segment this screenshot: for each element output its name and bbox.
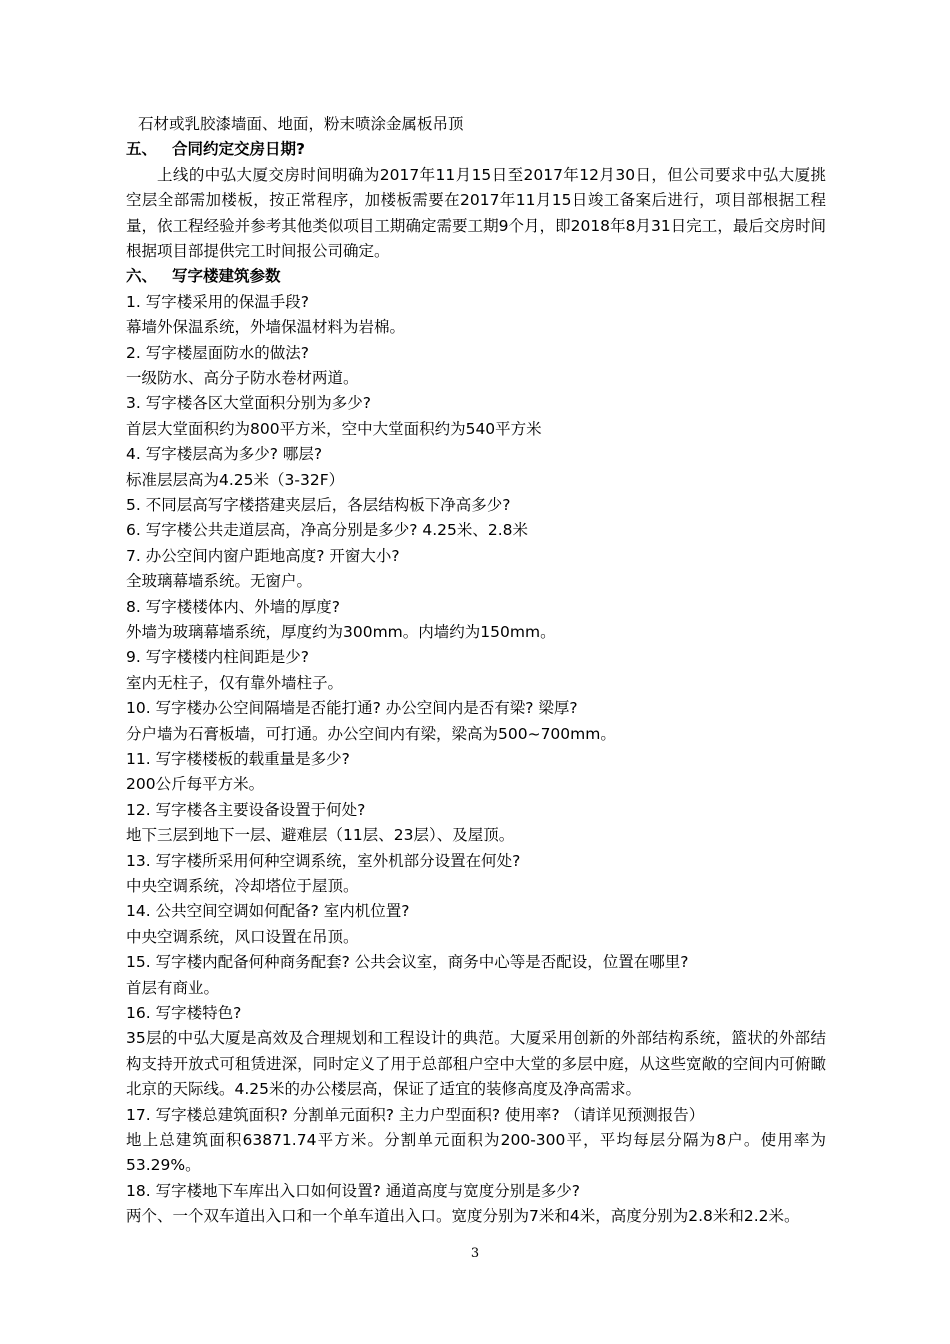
question-15: 15. 写字楼内配备何种商务配套? 公共会议室，商务中心等是否配设，位置在哪里? xyxy=(126,953,689,972)
answer-14: 中央空调系统，风口设置在吊顶。 xyxy=(126,927,359,946)
question-16: 16. 写字楼特色? xyxy=(126,1003,242,1022)
answer-11: 200公斤每平方米。 xyxy=(126,775,265,794)
question-5: 5. 不同层高写字楼搭建夹层后，各层结构板下净高多少? xyxy=(126,495,511,514)
answer-2: 一级防水、高分子防水卷材两道。 xyxy=(126,368,359,387)
section-6-title: 写字楼建筑参数 xyxy=(172,267,281,286)
answer-4: 标准层层高为4.25米（3-32F） xyxy=(126,470,345,489)
page-number: 3 xyxy=(470,1246,480,1261)
answer-17: 地上总建筑面积63871.74平方米。分割单元面积为200-300平，平均每层分隔为8户。使用率为53.29%。 xyxy=(126,1130,826,1175)
section-5-heading xyxy=(126,137,826,162)
section-5-body: 上线的中弘大厦交房时间明确为2017年11月15日至2017年12月30日，但公司要求中弘大厦挑空层全部需加楼板，按正常程序，加楼板需要在2017年11月15日竣工备案后进行，项目部根据工程量，依工程经验并参考其他类似项目工期确定需要工期9个月，即2018年8月31日完工，最后交房时间根据项目部提供完工时间报公司确定。 xyxy=(126,165,826,260)
question-9: 9. 写字楼楼内柱间距是少? xyxy=(126,648,309,667)
answer-1: 幕墙外保温系统，外墙保温材料为岩棉。 xyxy=(126,318,406,337)
section-5-number: 五、 xyxy=(126,140,158,159)
answer-7: 全玻璃幕墙系统。无窗户。 xyxy=(126,572,313,591)
answer-15: 首层有商业。 xyxy=(126,978,220,997)
question-6: 6. 写字楼公共走道层高，净高分别是多少? 4.25米、2.8米 xyxy=(126,521,529,540)
section-6-number: 六、 xyxy=(126,267,158,286)
question-3: 3. 写字楼各区大堂面积分别为多少? xyxy=(126,394,371,413)
question-2: 2. 写字楼屋面防水的做法? xyxy=(126,343,309,362)
answer-18: 两个、一个双车道出入口和一个单车道出入口。宽度分别为7米和4米，高度分别为2.8米和2.2米。 xyxy=(126,1207,800,1226)
intro-line: 石材或乳胶漆墙面、地面，粉末喷涂金属板吊顶 xyxy=(138,115,464,133)
answer-12: 地下三层到地下一层、避难层（11层、23层）、及屋顶。 xyxy=(126,826,515,845)
question-7: 7. 办公空间内窗户距地高度? 开窗大小? xyxy=(126,546,400,565)
question-10: 10. 写字楼办公空间隔墙是否能打通? 办公空间内是否有梁? 梁厚? xyxy=(126,699,578,718)
question-18: 18. 写字楼地下车库出入口如何设置? 通道高度与宽度分别是多少? xyxy=(126,1181,580,1200)
answer-9: 室内无柱子，仅有靠外墙柱子。 xyxy=(126,673,344,692)
section-6-heading xyxy=(126,264,826,289)
question-11: 11. 写字楼楼板的载重量是多少? xyxy=(126,749,350,768)
answer-16: 35层的中弘大厦是高效及合理规划和工程设计的典范。大厦采用创新的外部结构系统，篮状的外部结构支持开放式可租赁进深，同时定义了用于总部租户空中大堂的多层中庭，从这些宽敞的空间内可俯瞰北京的天际线。4.25米的办公楼层高，保证了适宜的装修高度及净高需求。 xyxy=(126,1029,826,1099)
qa-list xyxy=(126,290,826,1230)
answer-10: 分户墙为石膏板墙，可打通。办公空间内有梁，梁高为500~700mm。 xyxy=(126,724,616,743)
document-page xyxy=(126,112,826,1230)
question-8: 8. 写字楼楼体内、外墙的厚度? xyxy=(126,597,340,616)
question-12: 12. 写字楼各主要设备设置于何处? xyxy=(126,800,366,819)
answer-13: 中央空调系统，冷却塔位于屋顶。 xyxy=(126,876,359,895)
question-1: 1. 写字楼采用的保温手段? xyxy=(126,292,309,311)
question-13: 13. 写字楼所采用何种空调系统，室外机部分设置在何处? xyxy=(126,851,521,870)
question-4: 4. 写字楼层高为多少? 哪层? xyxy=(126,445,323,464)
answer-3: 首层大堂面积约为800平方米，空中大堂面积约为540平方米 xyxy=(126,419,542,438)
question-17: 17. 写字楼总建筑面积? 分割单元面积? 主力户型面积? 使用率? （请详见预测报告） xyxy=(126,1105,705,1124)
answer-8: 外墙为玻璃幕墙系统，厚度约为300mm。内墙约为150mm。 xyxy=(126,622,556,641)
question-14: 14. 公共空间空调如何配备? 室内机位置? xyxy=(126,902,410,921)
section-5-title: 合同约定交房日期? xyxy=(172,140,305,159)
